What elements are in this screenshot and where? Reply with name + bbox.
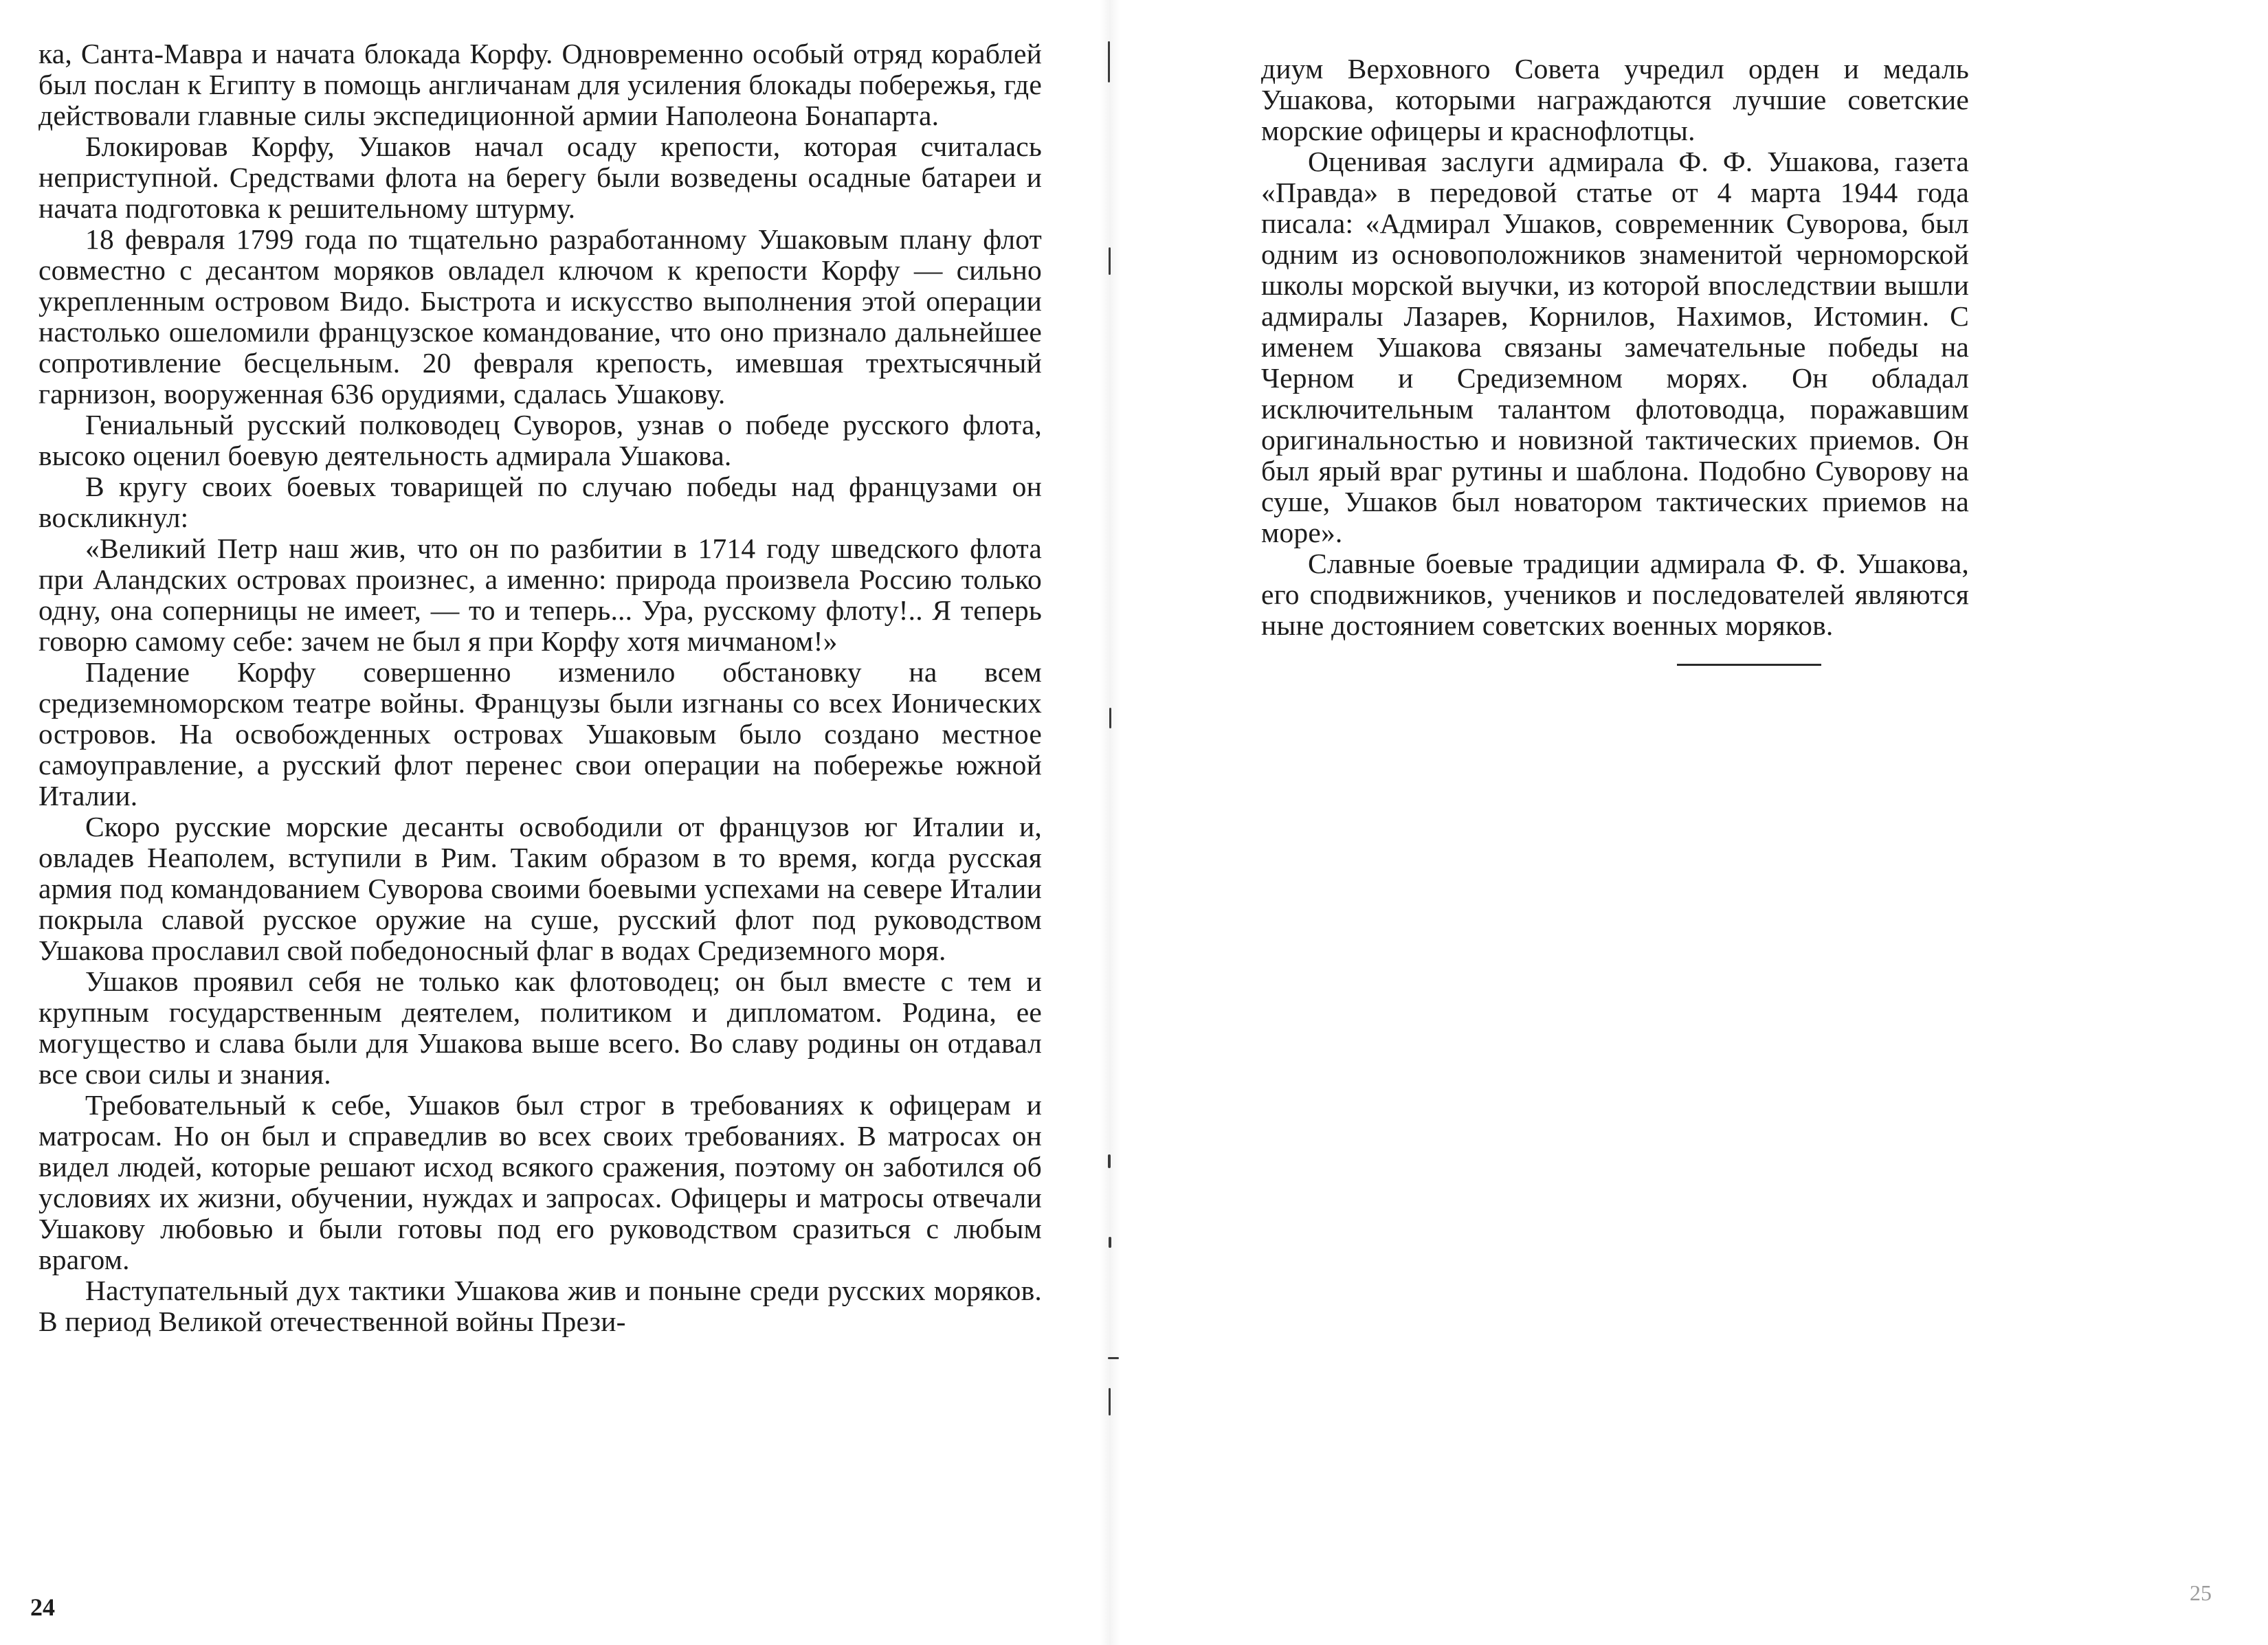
paragraph: Славные боевые традиции адмирала Ф. Ф. Ушакова, его сподвижников, учеников и последователей являются ныне достоянием советских военных моряков. (1261, 548, 1969, 641)
paragraph: Падение Корфу совершенно изменило обстановку на всем средиземноморском театре войны. Французы были изгнаны со всех Ионических островов. На освобожденных островах Ушаковым было создано местное самоуправление, а русский флот перенес свои операции на побережье южной Италии. (38, 656, 1042, 812)
left-text-column (38, 38, 1042, 1337)
right-page (1120, 0, 2268, 1645)
paragraph: В кругу своих боевых товарищей по случаю победы над французами он воскликнул: (38, 471, 1042, 533)
paragraph: Блокировав Корфу, Ушаков начал осаду крепости, которая считалась неприступной. Средствами флота на берегу были возведены осадные батареи и начата подготовка к решительному штурму. (38, 131, 1042, 224)
paragraph: Гениальный русский полководец Суворов, узнав о победе русского флота, высоко оценил боевую деятельность адмирала Ушакова. (38, 409, 1042, 471)
gutter-scan-mark (1109, 708, 1111, 728)
paragraph: Ушаков проявил себя не только как флотоводец; он был вместе с тем и крупным государственным деятелем, политиком и дипломатом. Родина, ее могущество и слава были для Ушакова выше всего. Во славу родины он отдавал все свои силы и знания. (38, 965, 1042, 1090)
left-page (0, 0, 1120, 1645)
page-number-left: 24 (30, 1593, 55, 1621)
right-text-column (1261, 54, 1969, 641)
paragraph: Оценивая заслуги адмирала Ф. Ф. Ушакова, газета «Правда» в передовой статье от 4 марта 1944 года писала: «Адмирал Ушаков, современник Суворова, был одним из основоположников знаменитой черноморской школы морской выучки, из которой впоследствии вышли адмиралы Лазарев, Корнилов, Нахимов, Истомин. С именем Ушакова связаны замечательные победы на Черном и Средиземном морях. Он обладал исключительным талантом флотоводца, поражавшим оригинальностью и новизной тактических приемов. Он был ярый враг рутины и шаблона. Подобно Суворову на суше, Ушаков был новатором тактических приемов на море». (1261, 146, 1969, 548)
paragraph: Требовательный к себе, Ушаков был строг в требованиях к офицерам и матросам. Но он был и справедлив во всех своих требованиях. В матросах он видел людей, которые решают исход всякого сражения, поэтому он заботился об условиях их жизни, обучении, нуждах и запросах. Офицеры и матросы отвечали Ушакову любовью и были готовы под его руководством сразиться с любым врагом. (38, 1089, 1042, 1275)
paragraph: ка, Санта-Мавра и начата блокада Корфу. Одновременно особый отряд кораблей был послан к Египту в помощь англичанам для усиления блокады побережья, где действовали главные силы экспедиционной армии Наполеона Бонапарта. (38, 38, 1042, 131)
paragraph: Скоро русские морские десанты освободили от французов юг Италии и, овладев Неаполем, вступили в Рим. Таким образом в то время, когда русская армия под командованием Суворова своими боевыми успехами на севере Италии покрыла славой русское оружие на суше, русский флот под руководством Ушакова прославил свой победоносный флаг в водах Средиземного моря. (38, 811, 1042, 966)
page-number-right: 25 (2190, 1580, 2212, 1605)
end-of-chapter-rule (1677, 664, 1821, 666)
gutter-scan-mark (1108, 1357, 1119, 1359)
book-gutter (1100, 0, 1120, 1645)
paragraph: 18 февраля 1799 года по тщательно разработанному Ушаковым плану флот совместно с десантом моряков овладел ключом к крепости Корфу — сильно укрепленным островом Видо. Быстрота и искусство выполнения этой операции настолько ошеломили французское командование, что оно признало дальнейшее сопротивление бесцельным. 20 февраля крепость, имевшая трехтысячный гарнизон, вооруженная 636 орудиями, сдалась Ушакову. (38, 223, 1042, 410)
gutter-scan-mark (1109, 1237, 1111, 1248)
gutter-scan-mark (1108, 1154, 1111, 1168)
quote-paragraph: «Великий Петр наш жив, что он по разбитии в 1714 году шведского флота при Аландских островах произнес, а именно: природа произвела Россию только одну, она соперницы не имеет, — то и теперь... Ура, русскому флоту!.. Я теперь говорю самому себе: зачем не был я при Корфу хотя мичманом!» (38, 533, 1042, 657)
gutter-scan-mark (1109, 1388, 1111, 1415)
paragraph: Наступательный дух тактики Ушакова жив и поныне среди русских моряков. В период Великой отечественной войны Прези- (38, 1275, 1042, 1337)
paragraph: диум Верховного Совета учредил орден и медаль Ушакова, которыми награждаются лучшие советские морские офицеры и краснофлотцы. (1261, 53, 1969, 146)
gutter-scan-mark (1109, 247, 1111, 275)
gutter-scan-mark (1108, 41, 1110, 82)
